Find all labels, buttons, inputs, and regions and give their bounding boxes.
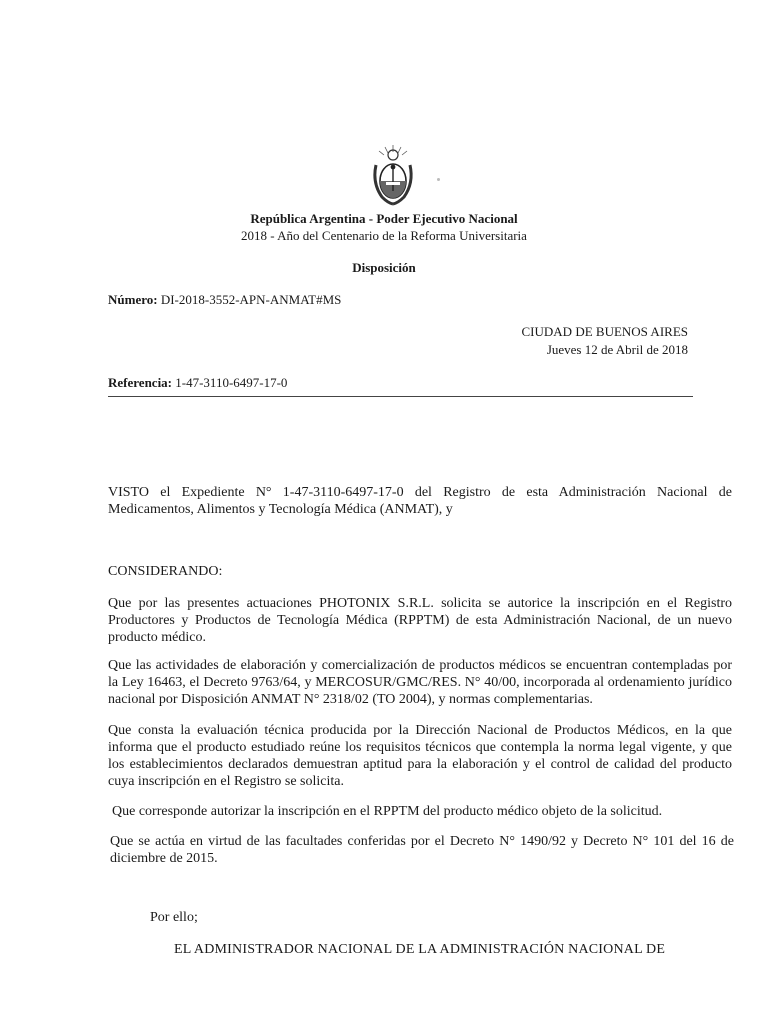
numero-line <box>108 292 341 308</box>
por-ello-text: Por ello; <box>150 910 198 925</box>
paragraph-facultades: Que se actúa en virtud de las facultades conferidas por el Decreto N° 1490/92 y Decreto N° 101 del 16 de diciembre de 2015. <box>110 834 734 866</box>
city-line: CIUDAD DE BUENOS AIRES <box>521 324 688 339</box>
paragraph-autorizar: Que corresponde autorizar la inscripción en el RPPTM del producto médico objeto de la solicitud. <box>112 804 663 819</box>
paragraph-inscripcion: Que por las presentes actuaciones PHOTONIX S.R.L. solicita se autorice la inscripción en el Registro Productores y Productos de Tecnología Médica (RPPTM) de esta Administración Nacional, de un nuevo producto médico. <box>108 596 732 645</box>
paragraph-evaluacion: Que consta la evaluación técnica producida por la Dirección Nacional de Productos Médicos, en la que informa que el producto estudiado reúne los requisitos técnicos que contempla la norma legal vigente, y que los establecimientos declarados demuestran aptitud para la elaboración y el control de calidad del producto cuya inscripción en el Registro se solicita. <box>108 723 732 789</box>
considerando-heading: CONSIDERANDO: <box>108 564 223 579</box>
date-line: Jueves 12 de Abril de 2018 <box>546 342 688 357</box>
national-coat-of-arms-seal <box>368 143 418 207</box>
numero-value: DI-2018-3552-APN-ANMAT#MS <box>160 292 342 307</box>
referencia-line <box>108 375 287 391</box>
document-type-title: Disposición <box>352 260 416 275</box>
year-motto: 2018 - Año del Centenario de la Reforma Universitaria <box>241 228 527 243</box>
scan-speck <box>437 178 440 181</box>
paragraph-actividades: Que las actividades de elaboración y comercialización de productos médicos se encuentran contempladas por la Ley 16463, el Decreto 9763/64, y MERCOSUR/GMC/RES. N° 40/00, incorporada al ordenamiento jurídico nacional por Disposición ANMAT N° 2318/02 (TO 2004), y normas complementarias. <box>108 658 732 707</box>
issuer-heading: República Argentina - Poder Ejecutivo Nacional <box>250 211 518 226</box>
referencia-label: Referencia: <box>108 375 173 390</box>
referencia-value: 1-47-3110-6497-17-0 <box>175 375 288 390</box>
administrador-heading: EL ADMINISTRADOR NACIONAL DE LA ADMINISTRACIÓN NACIONAL DE <box>174 942 666 957</box>
visto-paragraph: VISTO el Expediente N° 1-47-3110-6497-17-0 del Registro de esta Administración Nacional de Medicamentos, Alimentos y Tecnología Médica (ANMAT), y <box>108 485 732 517</box>
numero-label: Número: <box>108 292 158 307</box>
header-divider <box>108 396 693 397</box>
